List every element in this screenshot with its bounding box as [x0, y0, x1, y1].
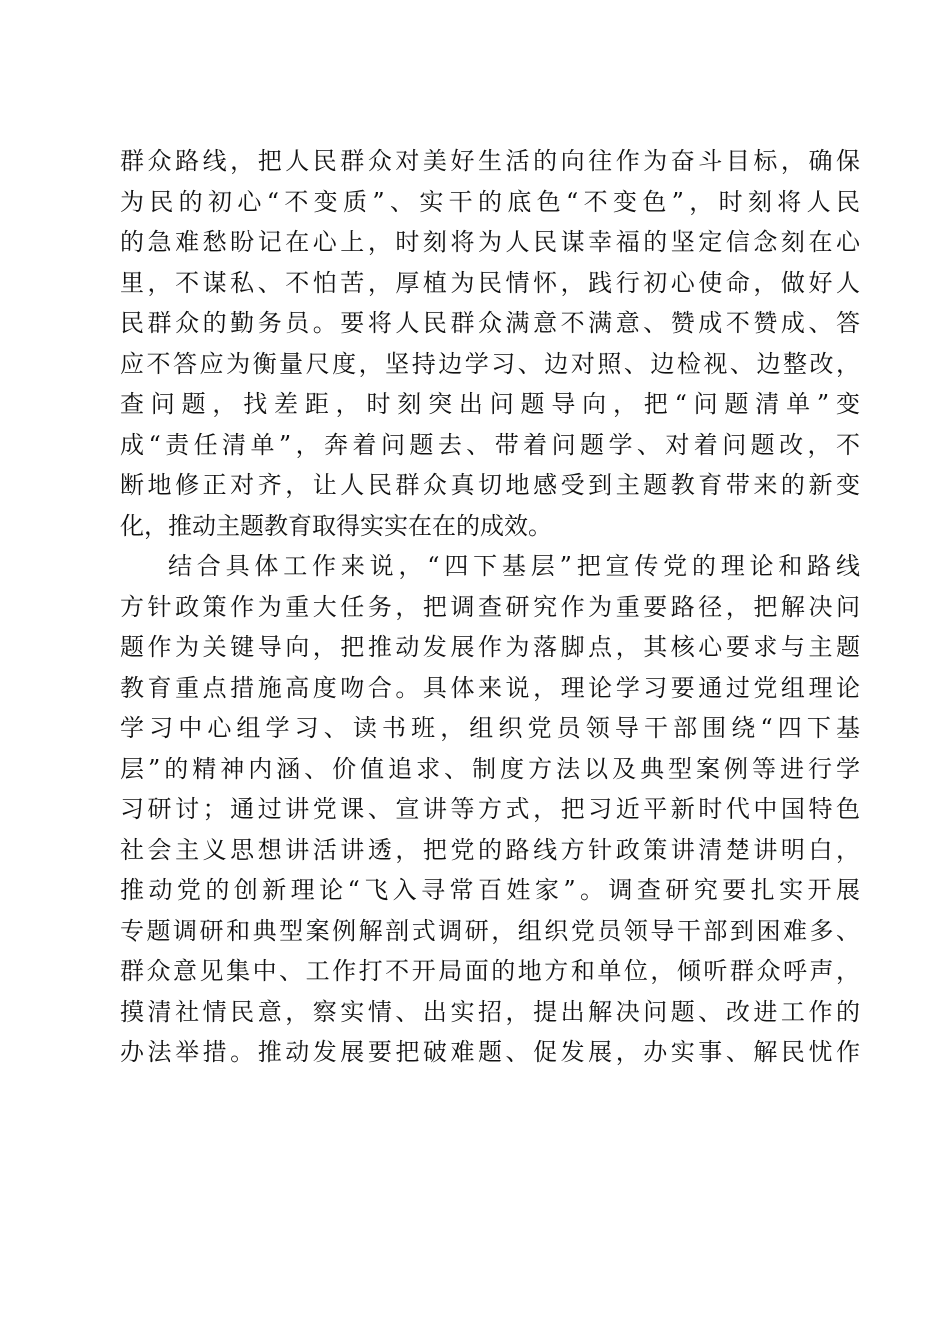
text-line: 化，推动主题教育取得实实在在的成效。 [120, 511, 552, 540]
text-line: 结合具体工作来说，“四下基层”把宣传党的理论和路线 [168, 552, 860, 580]
text-line: 里，不谋私、不怕苦，厚植为民情怀，践行初心使命，做好人 [120, 268, 860, 297]
body-text [120, 141, 860, 1073]
text-line: 推动党的创新理论“飞入寻常百姓家”。调查研究要扎实开展 [120, 876, 860, 904]
text-line: 为民的初心“不变质”、实干的底色“不变色”，时刻将人民 [120, 187, 860, 216]
text-line: 教育重点措施高度吻合。具体来说，理论学习要通过党组理论 [120, 673, 860, 702]
text-line: 社会主义思想讲活讲透，把党的路线方针政策讲清楚讲明白， [120, 835, 860, 864]
text-line: 的急难愁盼记在心上，时刻将为人民谋幸福的坚定信念刻在心 [120, 228, 860, 256]
text-line: 摸清社情民意，察实情、出实招，提出解决问题、改进工作的 [120, 997, 860, 1026]
text-line: 办法举措。推动发展要把破难题、促发展，办实事、解民忧作 [120, 1038, 860, 1066]
text-line: 应不答应为衡量尺度，坚持边学习、边对照、边检视、边整改， [120, 349, 860, 378]
text-line: 方针政策作为重大任务，把调查研究作为重要路径，把解决问 [120, 592, 860, 621]
text-line: 查问题，找差距，时刻突出问题导向，把“问题清单”变 [120, 390, 860, 418]
paragraph-1 [120, 141, 860, 546]
paragraph-2 [120, 546, 860, 1073]
text-line: 习研讨；通过讲党课、宣讲等方式，把习近平新时代中国特色 [120, 795, 860, 823]
text-line: 学习中心组学习、读书班，组织党员领导干部围绕“四下基 [120, 714, 860, 742]
text-line: 民群众的勤务员。要将人民群众满意不满意、赞成不赞成、答 [120, 309, 860, 337]
text-line: 层”的精神内涵、价值追求、制度方法以及典型案例等进行学 [120, 754, 860, 783]
text-line: 群众意见集中、工作打不开局面的地方和单位，倾听群众呼声， [120, 957, 860, 985]
text-line: 群众路线，把人民群众对美好生活的向往作为奋斗目标，确保 [120, 147, 860, 175]
text-line: 题作为关键导向，把推动发展作为落脚点，其核心要求与主题 [120, 633, 860, 661]
text-line: 断地修正对齐，让人民群众真切地感受到主题教育带来的新变 [120, 471, 860, 499]
text-line: 专题调研和典型案例解剖式调研，组织党员领导干部到困难多、 [120, 916, 860, 945]
text-line: 成“责任清单”，奔着问题去、带着问题学、对着问题改，不 [120, 430, 860, 459]
